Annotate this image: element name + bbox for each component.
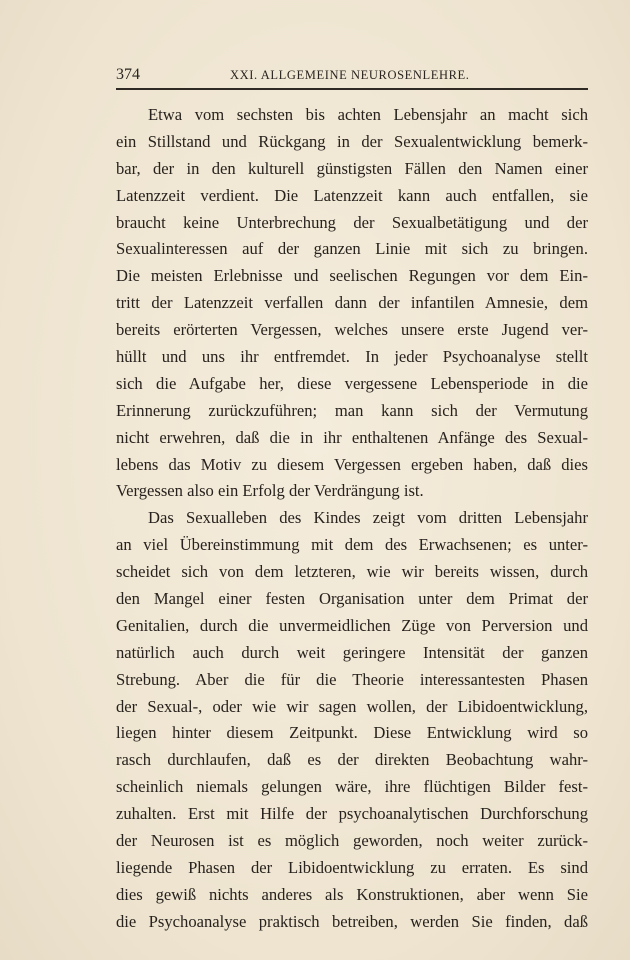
text-line: Erinnerung zurückzuführen; man kann sich der Vermutung [116,400,588,420]
text-line: sich die Aufgabe her, diese vergessene Lebensperiode in die [116,373,588,393]
body-text [116,102,588,936]
text-line: der Neurosen ist es möglich geworden, noch weiter zurück- [116,831,588,851]
text-line: die Psychoanalyse praktisch betreiben, werden Sie finden, daß [116,911,588,931]
text-line: bereits erörterten Vergessen, welches unsere erste Jugend ver- [116,320,588,340]
text-line: dies gewiß nichts anderes als Konstruktionen, aber wenn Sie [116,884,588,904]
text-line: Genitalien, durch die unvermeidlichen Züge von Perversion und [116,615,588,635]
paragraph-2 [116,505,588,935]
text-line: liegende Phasen der Libidoentwicklung zu erraten. Es sind [116,857,588,877]
text-line: Etwa vom sechsten bis achten Lebensjahr an macht sich [148,105,588,124]
header-rule [116,88,588,90]
paragraph-1 [116,102,588,505]
text-line: ein Stillstand und Rückgang in der Sexualentwicklung bemerk- [116,131,588,151]
text-line: tritt der Latenzzeit verfallen dann der infantilen Amnesie, dem [116,293,588,313]
text-line: braucht keine Unterbrechung der Sexualbetätigung und der [116,212,588,232]
text-line: Strebung. Aber die für die Theorie interessantesten Phasen [116,669,588,689]
text-line: den Mangel einer festen Organisation unter dem Primat der [116,589,588,609]
text-line: scheidet sich von dem letzteren, wie wir bereits wissen, durch [116,562,588,582]
text-line: natürlich auch durch weit geringere Intensität der ganzen [116,642,588,662]
text-line: Latenzzeit verdient. Die Latenzzeit kann auch entfallen, sie [116,185,588,205]
text-line: lebens das Motiv zu diesem Vergessen ergeben haben, daß dies [116,454,588,474]
text-line: nicht erwehren, daß die in ihr enthaltenen Anfänge des Sexual- [116,427,588,447]
text-line: liegen hinter diesem Zeitpunkt. Diese Entwicklung wird so [116,723,588,743]
running-head: XXI. ALLGEMEINE NEUROSENLEHRE. [230,68,470,82]
page-number: 374 [116,66,140,83]
text-line: an viel Übereinstimmung mit dem des Erwachsenen; es unter- [116,535,588,555]
text-line: rasch durchlaufen, daß es der direkten Beobachtung wahr- [116,750,588,770]
page-header [116,64,588,86]
text-line: Die meisten Erlebnisse und seelischen Regungen vor dem Ein- [116,266,588,286]
text-line: bar, der in den kulturell günstigsten Fällen den Namen einer [116,158,588,178]
text-line: hüllt und uns ihr entfremdet. In jeder Psychoanalyse stellt [116,347,588,367]
text-line: Vergessen also ein Erfolg der Verdrängung ist. [116,481,424,501]
text-line: zuhalten. Erst mit Hilfe der psychoanalytischen Durchforschung [116,804,588,824]
text-line: Sexualinteressen auf der ganzen Linie mit sich zu bringen. [116,239,588,259]
text-line: scheinlich niemals gelungen wäre, ihre flüchtigen Bilder fest- [116,777,588,797]
text-line: Das Sexualleben des Kindes zeigt vom dritten Lebensjahr [148,508,588,528]
text-line: der Sexual-, oder wie wir sagen wollen, der Libidoentwicklung, [116,696,588,716]
